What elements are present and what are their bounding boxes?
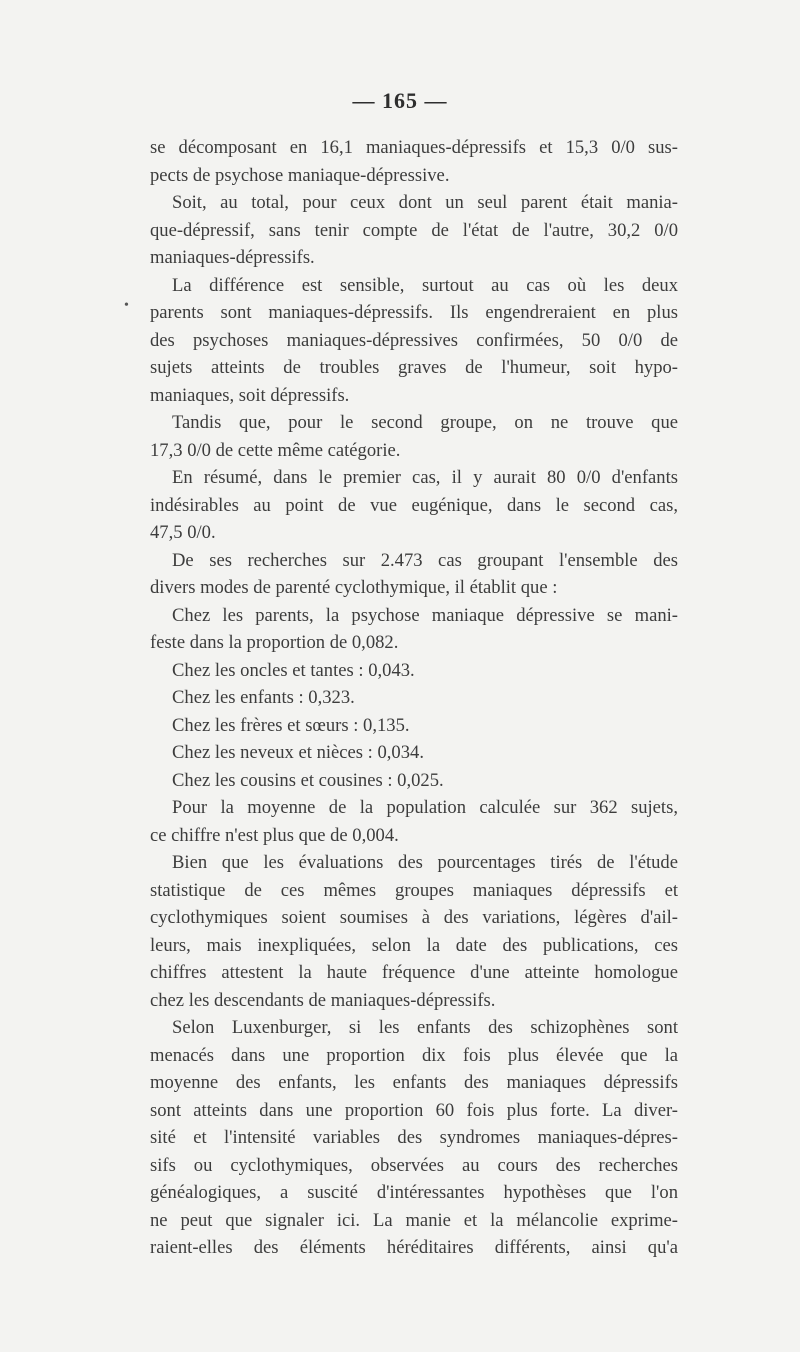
text-line: maniaques-dépressifs.: [150, 247, 315, 268]
text-line: sont atteints dans une proportion 60 fois plus forte. La diver-: [150, 1099, 678, 1121]
text-line: sité et l'intensité variables des syndromes maniaques-dépres-: [150, 1127, 678, 1148]
text-line: En résumé, dans le premier cas, il y aurait 80 0/0 d'enfants: [172, 467, 678, 488]
text-line: Selon Luxenburger, si les enfants des schizophènes sont: [172, 1017, 678, 1038]
text-line: sujets atteints de troubles graves de l'humeur, soit hypo-: [150, 357, 678, 378]
text-line: chiffres attestent la haute fréquence d'une atteinte homologue: [150, 962, 678, 983]
body-text: [150, 134, 678, 1262]
text-line: Chez les neveux et nièces : 0,034.: [172, 742, 424, 763]
text-line: Soit, au total, pour ceux dont un seul parent était mania-: [172, 192, 678, 213]
text-line: ce chiffre n'est plus que de 0,004.: [150, 824, 399, 846]
text-line: Chez les frères et sœurs : 0,135.: [172, 714, 410, 736]
text-line: Chez les oncles et tantes : 0,043.: [172, 659, 415, 681]
text-line: feste dans la proportion de 0,082.: [150, 632, 399, 653]
text-line: cyclothymiques soient soumises à des variations, légères d'ail-: [150, 907, 678, 928]
text-line: Tandis que, pour le second groupe, on ne trouve que: [172, 412, 678, 433]
text-line: Pour la moyenne de la population calculée sur 362 sujets,: [172, 797, 678, 818]
text-line: Chez les cousins et cousines : 0,025.: [172, 769, 444, 791]
text-line: généalogiques, a suscité d'intéressantes hypothèses que l'on: [150, 1182, 678, 1203]
text-line: des psychoses maniaques-dépressives confirmées, 50 0/0 de: [150, 329, 678, 351]
text-line: pects de psychose maniaque-dépressive.: [150, 164, 450, 186]
text-line: De ses recherches sur 2.473 cas groupant l'ensemble des: [172, 549, 678, 571]
page-number: — 165 —: [352, 88, 448, 113]
text-line: parents sont maniaques-dépressifs. Ils engendreraient en plus: [150, 302, 678, 323]
text-line: que-dépressif, sans tenir compte de l'état de l'autre, 30,2 0/0: [150, 219, 678, 241]
text-line: raient-elles des éléments héréditaires différents, ainsi qu'a: [150, 1237, 678, 1258]
text-line: La différence est sensible, surtout au cas où les deux: [172, 274, 678, 296]
text-line: chez les descendants de maniaques-dépressifs.: [150, 989, 496, 1011]
margin-mark: •: [124, 298, 129, 313]
text-line: divers modes de parenté cyclothymique, il établit que :: [150, 577, 558, 598]
text-line: 17,3 0/0 de cette même catégorie.: [150, 439, 401, 461]
text-line: statistique de ces mêmes groupes maniaques dépressifs et: [150, 879, 678, 901]
text-line: 47,5 0/0.: [150, 522, 216, 543]
text-line: moyenne des enfants, les enfants des maniaques dépressifs: [150, 1072, 678, 1093]
text-line: menacés dans une proportion dix fois plus élevée que la: [150, 1044, 678, 1066]
text-line: leurs, mais inexpliquées, selon la date des publications, ces: [150, 934, 678, 956]
text-line: ne peut que signaler ici. La manie et la mélancolie exprime-: [150, 1209, 678, 1231]
text-line: maniaques, soit dépressifs.: [150, 384, 350, 406]
text-line: Chez les parents, la psychose maniaque dépressive se mani-: [172, 604, 678, 626]
text-line: sifs ou cyclothymiques, observées au cours des recherches: [150, 1154, 678, 1176]
text-line: Chez les enfants : 0,323.: [172, 687, 355, 708]
text-line: indésirables au point de vue eugénique, dans le second cas,: [150, 494, 678, 516]
text-line: se décomposant en 16,1 maniaques-dépressifs et 15,3 0/0 sus-: [150, 137, 678, 158]
text-line: Bien que les évaluations des pourcentages tirés de l'étude: [172, 852, 678, 873]
